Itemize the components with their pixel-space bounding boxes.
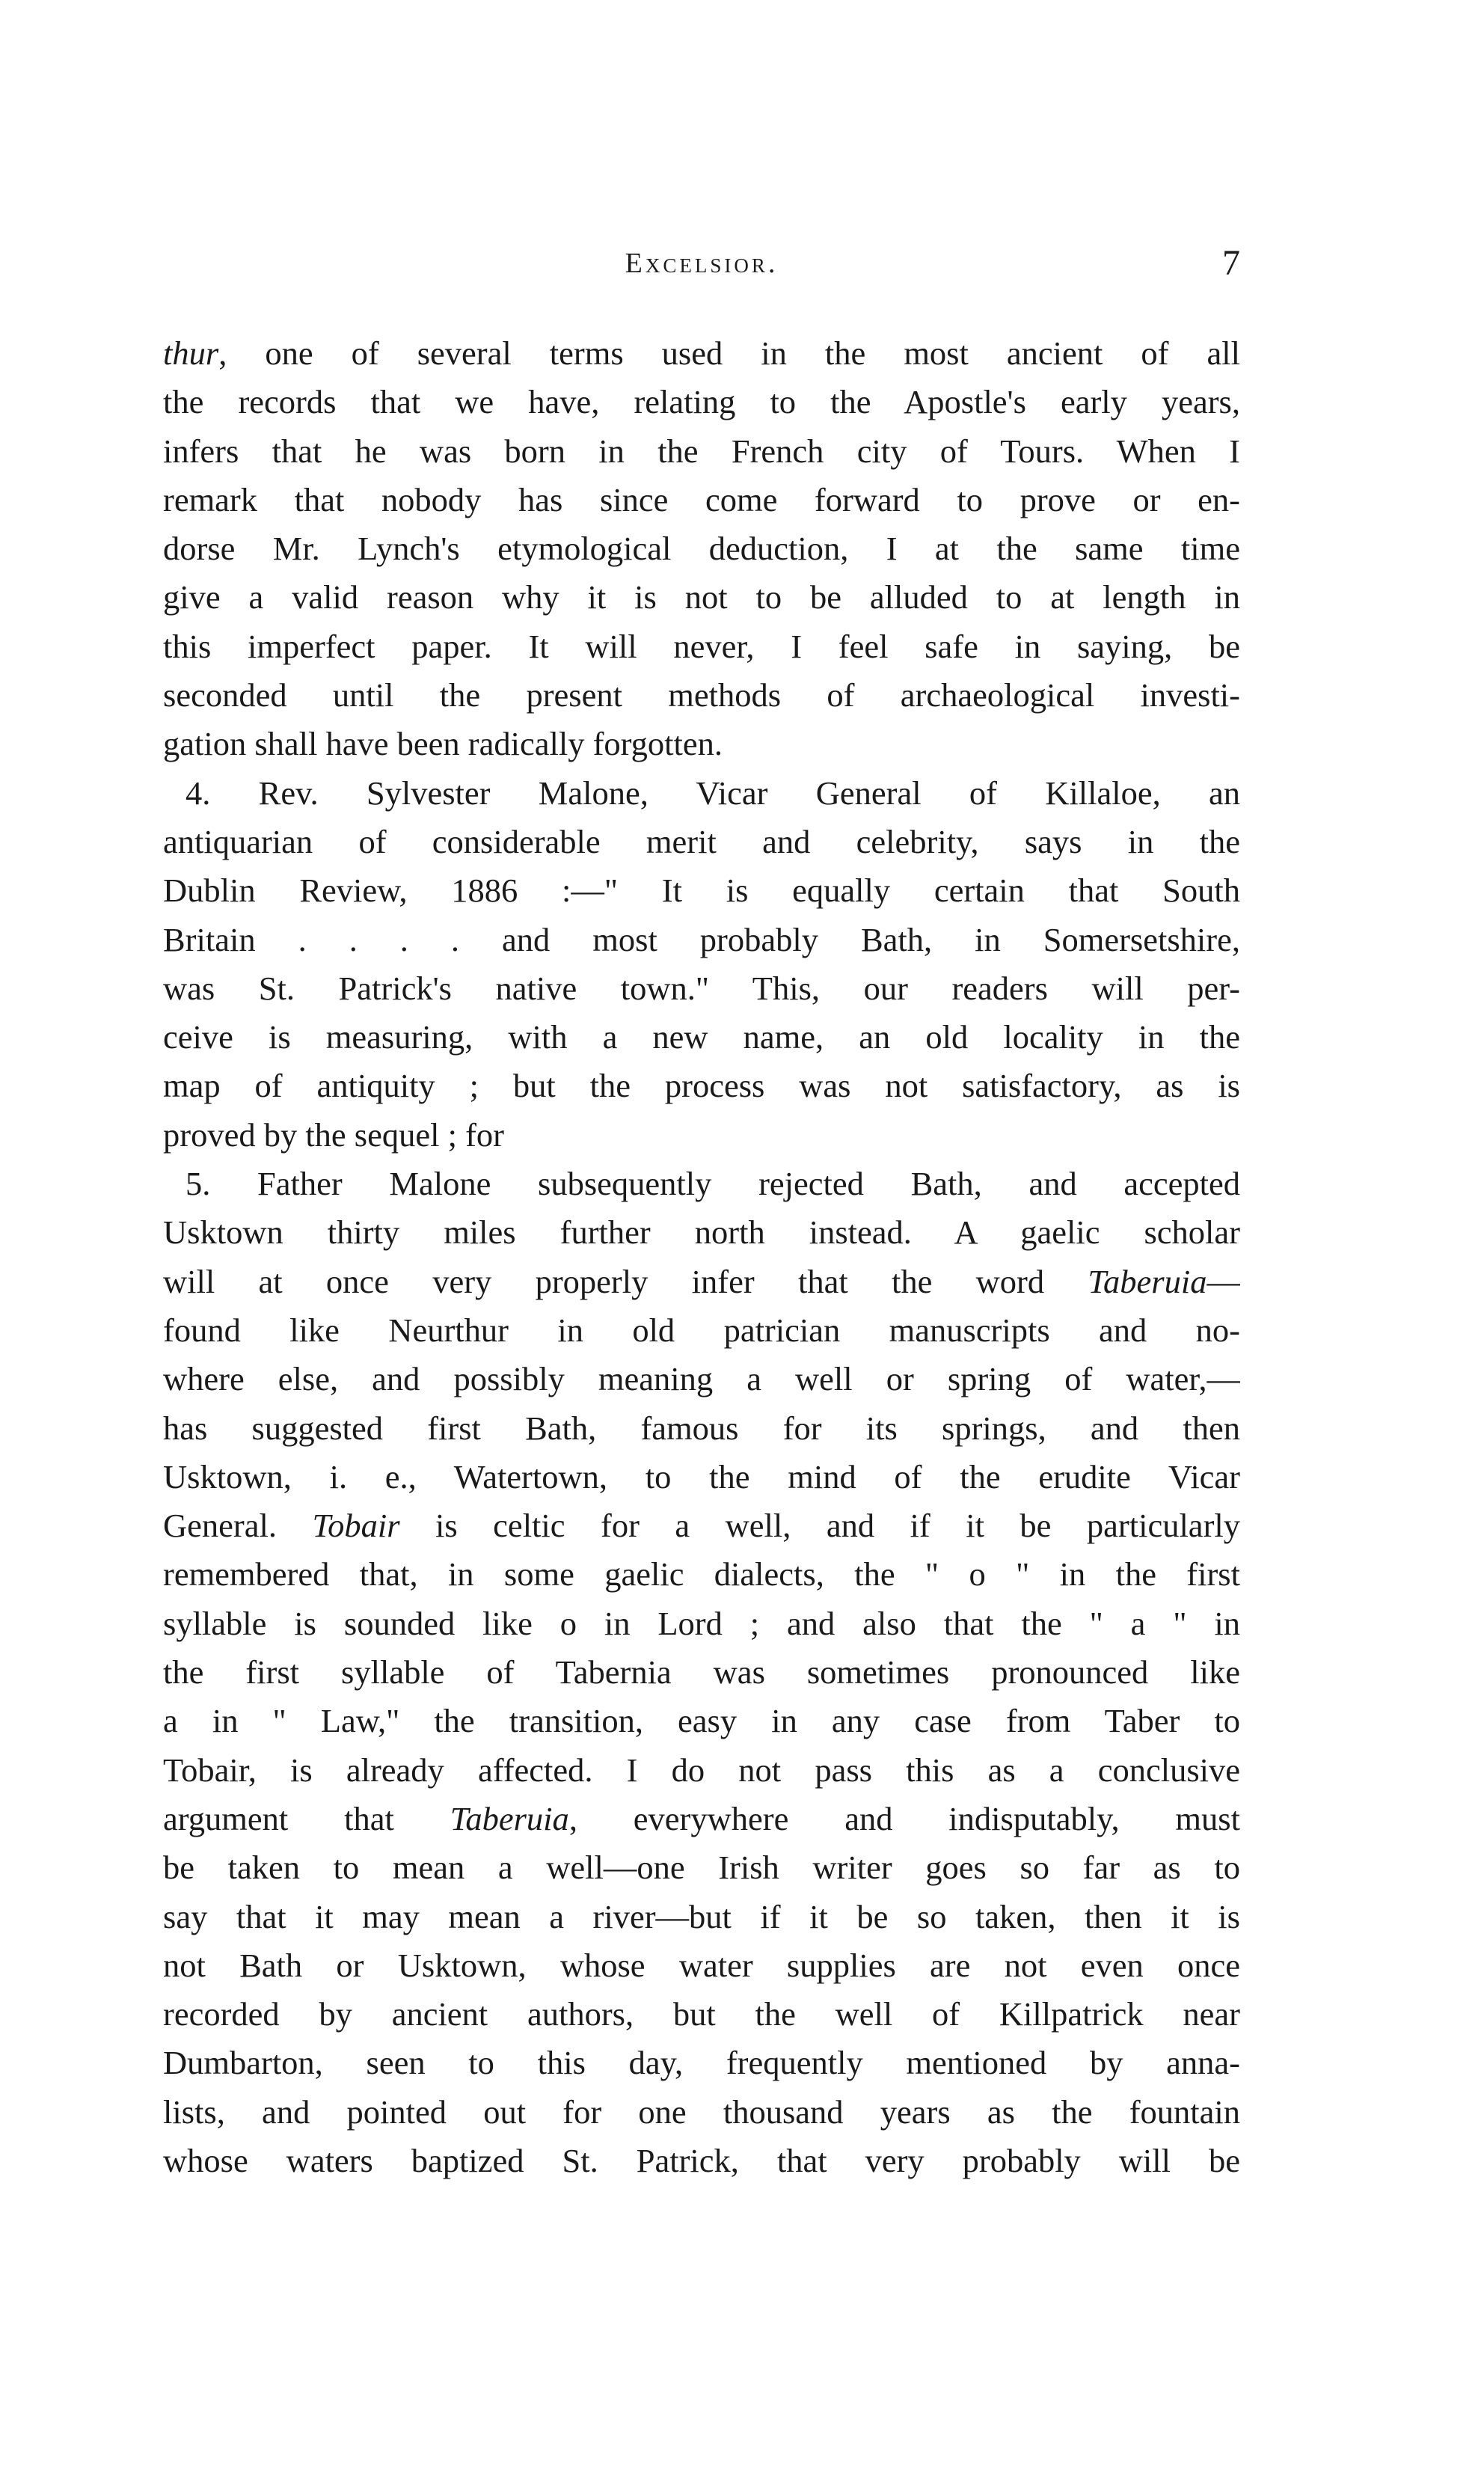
text-span: Usktown thirty miles further north instead. A gaelic scholar (163, 1213, 1240, 1252)
text-span: gation shall have been radically forgotten. (163, 725, 723, 763)
text-line (163, 1941, 1240, 1990)
text-span: 5. Father Malone subsequently rejected Bath, and accepted (186, 1165, 1240, 1203)
text-line (163, 866, 1240, 915)
text-span: give a valid reason why it is not to be alluded to at length in (163, 578, 1240, 616)
text-span: where else, and possibly meaning a well or spring of water,— (163, 1360, 1240, 1398)
text-span: not Bath or Usktown, whose water supplies are not even once (163, 1946, 1240, 1984)
text-span: Usktown, i. e., Watertown, to the mind of the erudite Vicar (163, 1457, 1240, 1495)
text-span: remark that nobody has since come forward to prove or en- (163, 480, 1240, 518)
text-line (163, 2039, 1240, 2087)
text-line (163, 329, 1240, 378)
text-line (163, 1404, 1240, 1453)
text-span: seconded until the present methods of archaeological investi- (163, 676, 1240, 714)
text-span: whose waters baptized St. Patrick, that very probably will be (163, 2141, 1240, 2179)
text-span: found like Neurthur in old patrician manuscripts and no- (163, 1311, 1240, 1349)
text-line (163, 1746, 1240, 1795)
text-span: argument that (163, 1799, 450, 1837)
text-line (163, 720, 1240, 768)
text-line (163, 1990, 1240, 2039)
text-line (163, 1501, 1240, 1550)
text-span: , everywhere and indisputably, must (568, 1799, 1240, 1837)
text-line (163, 378, 1240, 426)
text-line (163, 524, 1240, 573)
text-line (163, 2088, 1240, 2137)
text-span: 4. Rev. Sylvester Malone, Vicar General of Killaloe, an (186, 774, 1240, 812)
text-span: be taken to mean a well—one Irish writer goes so far as to (163, 1849, 1240, 1887)
text-line (163, 964, 1240, 1013)
text-span: Tobair, is already affected. I do not pass this as a conclusive (163, 1751, 1240, 1789)
body-text (163, 329, 1240, 2185)
italic-word: Tobair (312, 1507, 400, 1545)
text-span: ceive is measuring, with a new name, an old locality in the (163, 1018, 1240, 1056)
text-span: , one of several terms used in the most ancient of all (218, 334, 1240, 372)
text-line (163, 1843, 1240, 1892)
text-line (163, 916, 1240, 964)
text-span: this imperfect paper. It will never, I feel safe in saying, be (163, 627, 1240, 665)
text-line (163, 1062, 1240, 1110)
text-span: has suggested first Bath, famous for its springs, and then (163, 1409, 1240, 1447)
text-span: — (1206, 1262, 1240, 1300)
text-line (163, 1893, 1240, 1941)
text-span: antiquarian of considerable merit and celebrity, says in the (163, 822, 1240, 860)
text-line (163, 769, 1240, 818)
text-span: dorse Mr. Lynch's etymological deduction, I at the same time (163, 530, 1240, 568)
text-line (163, 1160, 1240, 1208)
text-line (163, 1306, 1240, 1355)
text-line (163, 1355, 1240, 1403)
text-span: a in " Law," the transition, easy in any case from Taber to (163, 1702, 1240, 1740)
text-line (163, 1648, 1240, 1697)
text-span: is celtic for a well, and if it be particularly (399, 1507, 1240, 1545)
text-span: Dumbarton, seen to this day, frequently mentioned by anna- (163, 2044, 1240, 2082)
text-span: Britain . . . . and most probably Bath, in Somersetshire, (163, 920, 1240, 958)
text-line (163, 1599, 1240, 1648)
text-span: syllable is sounded like o in Lord ; and also that the " a " in (163, 1604, 1240, 1642)
text-span: recorded by ancient authors, but the well of Killpatrick near (163, 1995, 1240, 2033)
text-span: was St. Patrick's native town." This, our readers will per- (163, 969, 1240, 1007)
text-line (163, 1795, 1240, 1843)
text-span: will at once very properly infer that the word (163, 1262, 1088, 1300)
text-span: General. (163, 1507, 313, 1545)
italic-word: Taberuia (1088, 1262, 1207, 1300)
text-line (163, 1258, 1240, 1306)
text-line (163, 671, 1240, 720)
italic-word: thur (163, 334, 219, 372)
text-line (163, 1208, 1240, 1257)
running-head (163, 243, 1240, 292)
text-line (163, 476, 1240, 524)
text-span: remembered that, in some gaelic dialects, the " o " in the first (163, 1555, 1240, 1593)
text-span: say that it may mean a river—but if it be so taken, then it is (163, 1897, 1240, 1935)
text-span: lists, and pointed out for one thousand years as the fountain (163, 2092, 1240, 2131)
text-line (163, 1550, 1240, 1599)
text-span: the records that we have, relating to the Apostle's early years, (163, 383, 1240, 421)
text-line (163, 1697, 1240, 1745)
text-line (163, 1453, 1240, 1501)
italic-word: Taberuia (450, 1799, 569, 1837)
text-span: the first syllable of Tabernia was sometimes pronounced like (163, 1653, 1240, 1691)
text-span: proved by the sequel ; for (163, 1115, 504, 1154)
page-number: 7 (1222, 243, 1240, 283)
text-span: Dublin Review, 1886 :—" It is equally certain that South (163, 872, 1240, 910)
text-line (163, 1013, 1240, 1062)
text-line (163, 427, 1240, 476)
text-span: infers that he was born in the French city of Tours. When I (163, 432, 1240, 470)
text-line (163, 1111, 1240, 1160)
text-span: map of antiquity ; but the process was not satisfactory, as is (163, 1067, 1240, 1105)
running-title: Excelsior. (625, 248, 779, 279)
text-line (163, 622, 1240, 671)
text-line (163, 573, 1240, 622)
text-line (163, 818, 1240, 866)
text-line (163, 2137, 1240, 2185)
